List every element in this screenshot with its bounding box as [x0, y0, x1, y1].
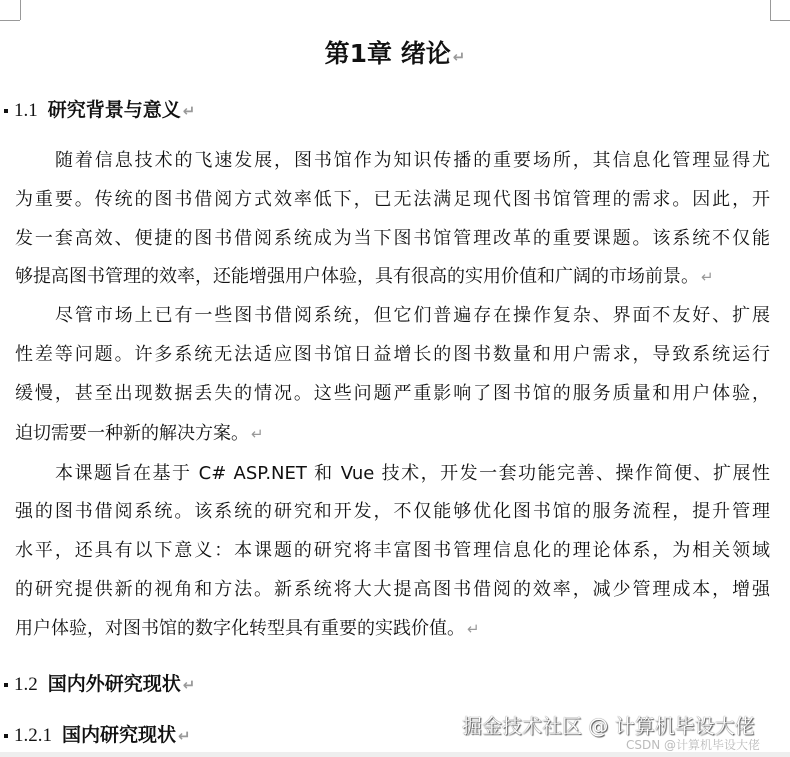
heading-bullet-icon	[4, 734, 8, 738]
paragraph-mark: ↵	[251, 425, 264, 443]
line-text: 发一套高效、便捷的图书借阅系统成为当下图书馆管理改革的重要课题。该系统不仅能	[15, 228, 770, 249]
paragraph-line	[15, 617, 770, 641]
paragraph-line	[15, 188, 770, 212]
chapter-title[interactable]: 第1章 绪论 ↵	[324, 39, 466, 68]
paragraph-mark: ↵	[467, 620, 480, 638]
heading-bullet-icon	[4, 109, 8, 113]
csdn-watermark: CSDN @计算机毕设大佬	[626, 738, 761, 752]
line-text: 缓慢，甚至出现数据丢失的情况。这些问题严重影响了图书馆的服务质量和用户体验，	[15, 383, 770, 404]
line-text: 尽管市场上已有一些图书借阅系统，但它们普遍存在操作复杂、界面不友好、扩展	[55, 305, 770, 326]
paragraph-line	[15, 227, 770, 251]
paragraph-line	[15, 265, 770, 289]
bottom-strip	[0, 752, 790, 757]
paragraph-line	[15, 539, 770, 563]
heading-bullet-icon	[4, 683, 8, 687]
paragraph-line	[15, 500, 770, 524]
line-text: 水平，还具有以下意义：本课题的研究将丰富图书管理信息化的理论体系，为相关领域	[15, 540, 770, 561]
line-text: 性差等问题。许多系统无法适应图书馆日益增长的图书数量和用户需求，导致系统运行	[15, 344, 770, 365]
margin-corner-mark	[0, 20, 20, 21]
paragraph-line	[15, 578, 770, 602]
paragraph-line	[15, 382, 770, 406]
line-text: 随着信息技术的飞速发展，图书馆作为知识传播的重要场所，其信息化管理显得尤	[55, 150, 770, 171]
paragraph-line	[55, 462, 770, 486]
margin-corner-mark	[770, 0, 771, 20]
margin-corner-mark	[20, 0, 21, 20]
paragraph-line	[55, 304, 770, 328]
paragraph-mark: ↵	[701, 268, 714, 286]
paragraph-line	[15, 422, 770, 446]
paragraph-mark: ↵	[452, 48, 466, 66]
line-text: 用户体验，对图书馆的数字化转型具有重要的实践价值。	[15, 618, 465, 639]
line-text: 的研究提供新的视角和方法。新系统将大大提高图书借阅的效率，减少管理成本，增强	[15, 579, 770, 600]
section-heading-1-2-1[interactable]: 1.2.1 国内研究现状 ↵	[4, 720, 191, 747]
paragraph-line	[15, 343, 770, 367]
line-text: 迫切需要一种新的解决方案。	[15, 423, 249, 444]
margin-corner-mark	[770, 20, 790, 21]
line-text: 为重要。传统的图书借阅方式效率低下，已无法满足现代图书馆管理的需求。因此，开	[15, 189, 770, 210]
section-heading-1-2[interactable]: 1.2 国内外研究现状 ↵	[4, 669, 195, 696]
section-heading-1-1[interactable]: 1.1 研究背景与意义 ↵	[4, 95, 195, 122]
paragraph-line	[55, 149, 770, 173]
line-text: 本课题旨在基于 C# ASP.NET 和 Vue 技术，开发一套功能完善、操作简便、扩展性	[55, 463, 770, 484]
line-text: 强的图书借阅系统。该系统的研究和开发，不仅能够优化图书馆的服务流程，提升管理	[15, 501, 770, 522]
juejin-watermark: 掘金技术社区 @ 计算机毕设大佬	[462, 714, 755, 738]
line-text: 够提高图书管理的效率，还能增强用户体验，具有很高的实用价值和广阔的市场前景。	[15, 266, 699, 287]
